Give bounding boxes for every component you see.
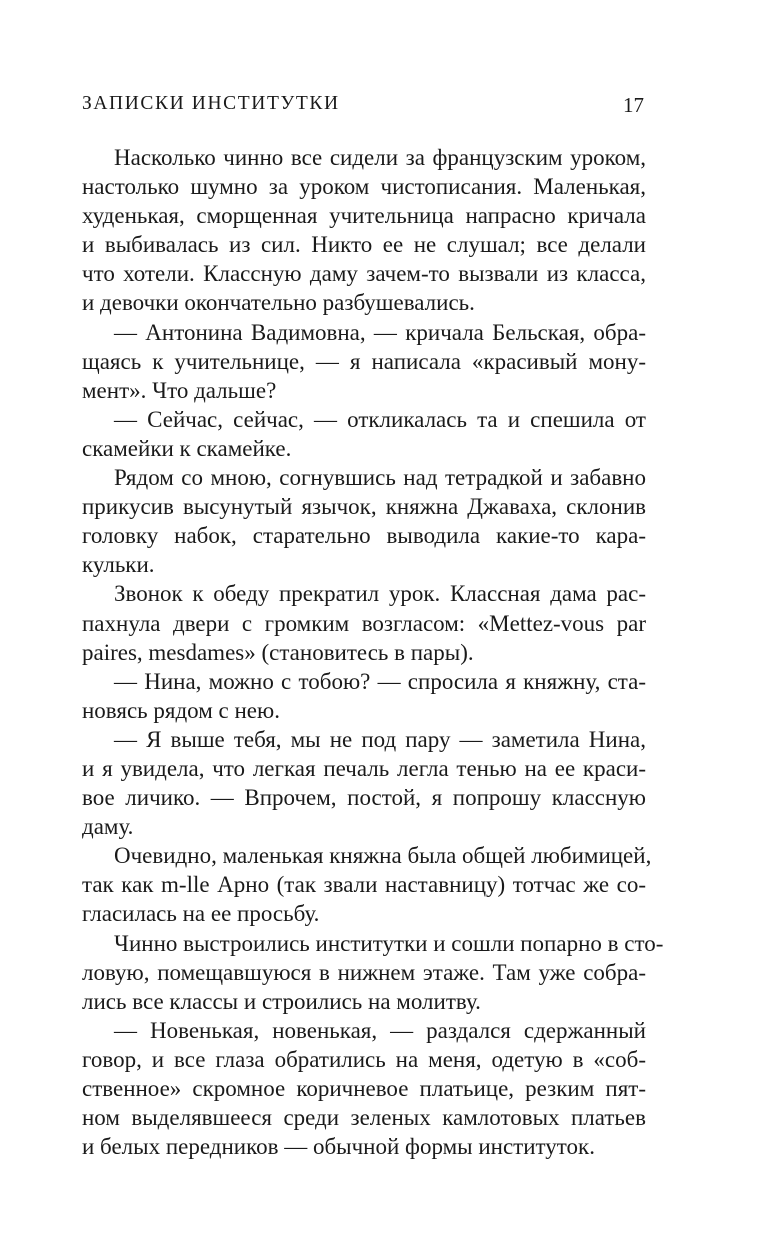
paragraph xyxy=(82,841,652,928)
paragraph xyxy=(82,725,646,841)
text-line: ном выделявшееся среди зеленых камлотовых платьев xyxy=(82,1105,646,1131)
text-line: — Сейчас, сейчас, — откликалась та и спешила от xyxy=(114,406,646,432)
text-line: гласилась на ее просьбу. xyxy=(82,901,320,927)
paragraph xyxy=(82,667,646,725)
text-line: и девочки окончательно разбушевались. xyxy=(82,290,475,316)
paragraph xyxy=(82,579,646,666)
text-line: Чинно выстроились институтки и сошли попарно в сто- xyxy=(114,930,664,956)
text-line: и выбивалась из сил. Никто ее не слушал; все делали xyxy=(82,232,646,258)
running-head: ЗАПИСКИ ИНСТИТУТКИ xyxy=(82,93,340,114)
text-line: Очевидно, маленькая княжна была общей любимицей, xyxy=(114,843,652,869)
paragraph xyxy=(82,1016,646,1161)
text-line: даму. xyxy=(82,814,134,840)
text-line: новясь рядом с нею. xyxy=(82,697,280,723)
text-line: — Новенькая, новенькая, — раздался сдержанный xyxy=(114,1017,646,1043)
page-header xyxy=(82,93,644,123)
text-line: — Нина, можно с тобою? — спросила я княжну, ста- xyxy=(114,668,646,694)
text-line: Насколько чинно все сидели за французским уроком, xyxy=(114,145,646,170)
text-line: и я увидела, что легкая печаль легла тенью на ее краси- xyxy=(82,755,646,781)
text-line: щаясь к учительнице, — я написала «красивый мону- xyxy=(82,348,646,374)
text-line: скамейки к скамейке. xyxy=(82,435,292,461)
text-line: — Я выше тебя, мы не под пару — заметила Нина, xyxy=(114,726,646,752)
text-line: кульки. xyxy=(82,552,155,578)
text-line: так как m-lle Арно (так звали наставницу) тотчас же со- xyxy=(82,872,646,898)
paragraph xyxy=(82,318,646,405)
paragraph xyxy=(82,405,646,463)
text-line: прикусив высунутый язычок, княжна Джаваха, склонив xyxy=(82,494,646,520)
paragraph xyxy=(82,143,646,318)
text-line: и белых передников — обычной формы институток. xyxy=(82,1134,595,1160)
text-line: paires, mesdames» (становитесь в пары). xyxy=(82,639,474,665)
paragraph xyxy=(82,463,646,579)
text-line: худенькая, сморщенная учительница напрасно кричала xyxy=(82,203,646,229)
text-line: лись все классы и строились на молитву. xyxy=(82,988,481,1014)
paragraph xyxy=(82,929,664,1016)
text-line: что хотели. Классную даму зачем-то вызвали из класса, xyxy=(82,261,646,287)
text-line: настолько шумно за уроком чистописания. Маленькая, xyxy=(82,174,646,200)
text-line: Рядом со мною, согнувшись над тетрадкой и забавно xyxy=(114,465,646,491)
text-line: головку набок, старательно выводила какие-то кара- xyxy=(82,523,646,549)
page-number: 17 xyxy=(623,93,644,117)
body-text xyxy=(82,143,664,1161)
text-line: пахнула двери с громким возгласом: «Mettez-vous par xyxy=(82,610,646,636)
text-line: ственное» скромное коричневое платьице, резким пят- xyxy=(82,1076,646,1101)
text-line: — Антонина Вадимовна, — кричала Бельская, обра- xyxy=(114,319,646,345)
text-line: мент». Что дальше? xyxy=(82,377,277,403)
text-line: вое личико. — Впрочем, постой, я попрошу классную xyxy=(82,785,646,811)
text-line: говор, и все глаза обратились на меня, одетую в «соб- xyxy=(82,1046,646,1072)
text-line: ловую, помещавшуюся в нижнем этаже. Там уже собра- xyxy=(82,959,646,985)
text-line: Звонок к обеду прекратил урок. Классная дама рас- xyxy=(114,581,646,607)
